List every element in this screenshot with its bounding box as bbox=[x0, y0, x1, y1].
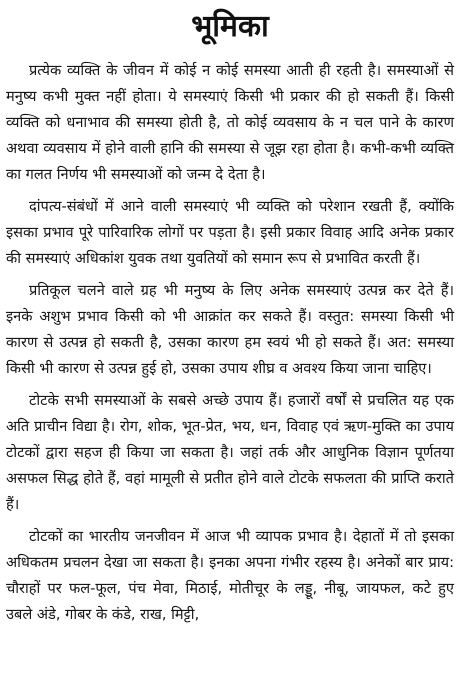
paragraph-3: प्रतिकूल चलने वाले ग्रह भी मनुष्य के लिए अनेक समस्याएं उत्पन्न कर देते हैं। इनके अशुभ प्रभाव किसी को भी आक्रांत कर सकते हैं। वस्तुत: समस्या किसी भी कारण से उत्पन्न हो सकती है, उसका कारण हम स्वयं भी हो सकते हैं। अत: समस्या किसी भी कारण से उत्पन्न हुई हो, उसका उपाय शीघ्र व अवश्य किया जाना चाहिए। bbox=[6, 282, 454, 377]
paragraph-1: प्रत्येक व्यक्ति के जीवन में कोई न कोई समस्या आती ही रहती है। समस्याओं से मनुष्य कभी मुक्त नहीं होता। ये समस्याएं किसी भी प्रकार की हो सकती हैं। किसी व्यक्ति को धनाभाव की समस्या होती है, तो कोई व्यवसाय के न चल पाने के कारण अथवा व्यवसाय में होने वाली हानि की समस्या से जूझ रहा होता है। कभी-कभी व्यक्ति का गलत निर्णय भी समस्याओं को जन्म दे देता है। bbox=[6, 62, 454, 183]
paragraph-4: टोटके सभी समस्याओं के सबसे अच्छे उपाय हैं। हजारों वर्षों से प्रचलित यह एक अति प्राचीन विद्या है। रोग, शोक, भूत-प्रेत, भय, धन, विवाह एवं ऋण-मुक्ति का उपाय टोटकों द्वारा सहज ही किया जा सकता है। जहां तर्क और आधुनिक विज्ञान पूर्णतया असफल सिद्ध होते हैं, वहां मामूली से प्रतीत होने वाले टोटके सफलता की प्राप्ति कराते हैं। bbox=[6, 392, 454, 513]
paragraph-2: दांपत्य-संबंधों में आने वाली समस्याएं भी व्यक्ति को परेशान रखती हैं, क्योंकि इसका प्रभाव पूरे पारिवारिक लोगों पर पड़ता है। इसी प्रकार विवाह आदि अनेक प्रकार की समस्याएं अधिकांश युवक तथा युवतियों को समान रूप से प्रभावित करती हैं। bbox=[6, 198, 454, 267]
paragraph-5: टोटकों का भारतीय जनजीवन में आज भी व्यापक प्रभाव है। देहातों में तो इसका अधिकतम प्रचलन देखा जा सकता है। इनका अपना गंभीर रहस्य है। अनेकों बार प्राय: चौराहों पर फल-फूल, पंच मेवा, मिठाई, मोतीचूर के लड्डू, नीबू, जायफल, कटे हुए उबले अंडे, गोबर के कंडे, राख, मिट्टी, bbox=[6, 528, 454, 623]
page-title: भूमिका bbox=[191, 9, 269, 44]
